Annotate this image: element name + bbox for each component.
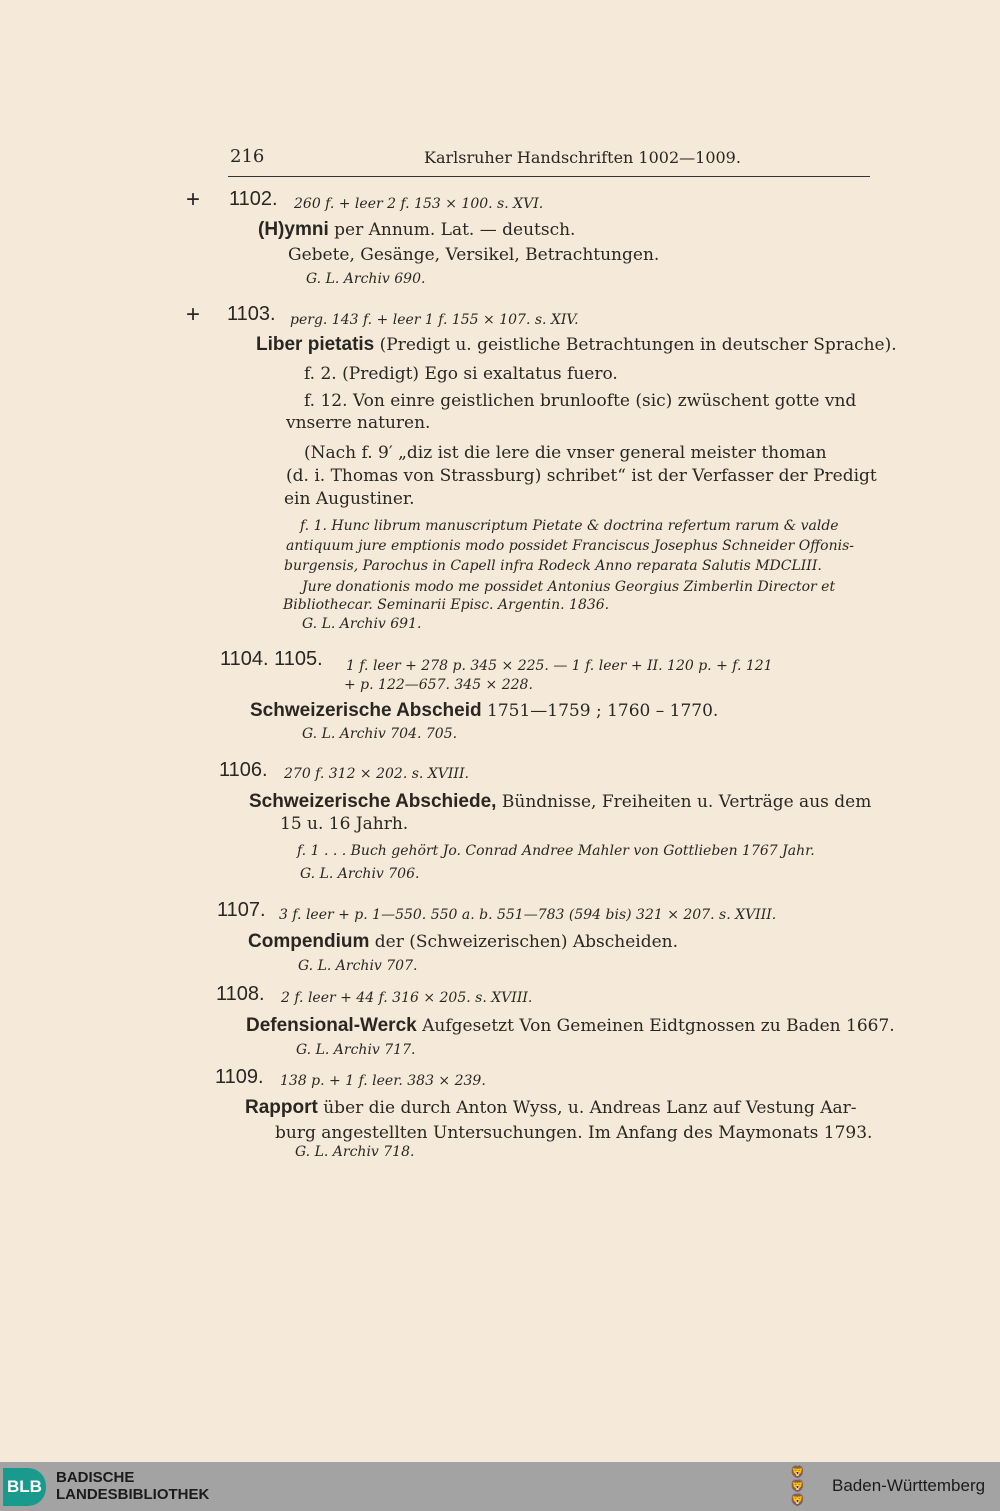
note-line: Bibliothecar. Seminarii Episc. Argentin. 1836. xyxy=(283,597,610,613)
entry-desc: (Predigt u. geistliche Betrachtungen in deutscher Sprache). xyxy=(374,335,897,355)
entry-number: 1104. 1105. xyxy=(220,648,323,670)
header-rule xyxy=(228,176,870,177)
entry-meta: 2 f. leer + 44 f. 316 × 205. s. XVIII. xyxy=(281,990,533,1006)
archiv-ref: G. L. Archiv 718. xyxy=(295,1144,415,1160)
entry-meta: + p. 122—657. 345 × 228. xyxy=(344,677,533,693)
entry-desc: über die durch Anton Wyss, u. Andreas Lanz auf Vestung Aar- xyxy=(317,1098,857,1118)
entry-desc: Bündnisse, Freiheiten u. Verträge aus dem xyxy=(496,792,872,812)
entry-line: vnserre naturen. xyxy=(286,413,431,433)
plus-mark: + xyxy=(186,301,201,328)
entry-meta: 138 p. + 1 f. leer. 383 × 239. xyxy=(280,1073,486,1089)
entry-meta: 3 f. leer + p. 1—550. 550 a. b. 551—783 (594 bis) 321 × 207. s. XVIII. xyxy=(279,907,777,923)
entry-desc: per Annum. Lat. — deutsch. xyxy=(328,220,576,240)
page-number: 216 xyxy=(230,146,265,167)
entry-title: Schweizerische Abschiede, xyxy=(249,791,497,812)
archiv-ref: G. L. Archiv 706. xyxy=(300,866,420,882)
entry-line: (d. i. Thomas von Strassburg) schribet“ ist der Verfasser der Predigt xyxy=(286,466,877,486)
entry-title: Defensional-Werck xyxy=(246,1015,417,1036)
entry-title: (H)ymni xyxy=(258,219,329,240)
entry-line: Gebete, Gesänge, Versikel, Betrachtungen. xyxy=(288,245,660,265)
entry-desc: Aufgesetzt Von Gemeinen Eidtgnossen zu Baden 1667. xyxy=(416,1016,895,1036)
entry-heading xyxy=(256,334,897,356)
entry-heading xyxy=(250,700,718,722)
archiv-ref: G. L. Archiv 717. xyxy=(296,1042,416,1058)
entry-heading xyxy=(258,219,575,241)
entry-title: Liber pietatis xyxy=(256,334,375,355)
entry-line: (Nach f. 9′ „diz ist die lere die vnser general meister thoman xyxy=(304,443,827,463)
entry-number: 1106. xyxy=(219,759,268,781)
entry-line: f. 12. Von einre geistlichen brunloofte (sic) zwüschent gotte vnd xyxy=(304,391,857,411)
entry-title: Schweizerische Abscheid xyxy=(250,700,482,721)
plus-mark: + xyxy=(186,186,201,213)
blb-logo[interactable]: BLB xyxy=(3,1468,46,1506)
entry-heading xyxy=(245,1097,857,1119)
entry-title: Compendium xyxy=(248,931,370,952)
entry-line: 15 u. 16 Jahrh. xyxy=(280,814,409,834)
entry-number: 1102. xyxy=(229,188,278,210)
library-name-line2: LANDESBIBLIOTHEK xyxy=(56,1486,210,1503)
note-line: f. 1. Hunc librum manuscriptum Pietate & doctrina refertum rarum & valde xyxy=(300,518,839,534)
footer-bar xyxy=(0,1462,1000,1511)
state-logo-text[interactable]: Baden-Württemberg xyxy=(832,1476,986,1495)
entry-meta: 1 f. leer + 278 p. 345 × 225. — 1 f. leer + II. 120 p. + f. 121 xyxy=(346,658,773,674)
entry-heading xyxy=(248,931,678,953)
note-line: antiquum jure emptionis modo possidet Franciscus Josephus Schneider Offonis- xyxy=(286,538,855,554)
entry-meta: 270 f. 312 × 202. s. XVIII. xyxy=(284,766,469,782)
library-name-line1: BADISCHE xyxy=(56,1469,135,1486)
entry-number: 1108. xyxy=(216,983,265,1005)
entry-heading xyxy=(246,1015,895,1037)
entry-number: 1109. xyxy=(215,1066,264,1088)
note-line: burgensis, Parochus in Capell infra Rodeck Anno reparata Salutis MDCLIII. xyxy=(284,558,822,574)
archiv-ref: G. L. Archiv 707. xyxy=(298,958,418,974)
entry-line: ein Augustiner. xyxy=(284,489,415,509)
entry-number: 1107. xyxy=(217,899,266,921)
lions-coat-of-arms-icon: 🦁 🦁 🦁 xyxy=(790,1465,805,1507)
archiv-ref: G. L. Archiv 690. xyxy=(306,271,426,287)
running-title: Karlsruher Handschriften 1002—1009. xyxy=(424,148,741,167)
entry-heading xyxy=(249,791,871,813)
entry-meta: perg. 143 f. + leer 1 f. 155 × 107. s. XIV. xyxy=(290,312,579,328)
archiv-ref: G. L. Archiv 691. xyxy=(302,616,422,632)
entry-meta: 260 f. + leer 2 f. 153 × 100. s. XVI. xyxy=(294,196,544,212)
library-name[interactable] xyxy=(56,1469,209,1503)
entry-line: f. 2. (Predigt) Ego si exaltatus fuero. xyxy=(304,364,618,384)
entry-desc: 1751—1759 ; 1760 – 1770. xyxy=(481,701,719,721)
entry-number: 1103. xyxy=(227,303,276,325)
entry-title: Rapport xyxy=(245,1097,318,1118)
note-line: Jure donationis modo me possidet Antonius Georgius Zimberlin Director et xyxy=(302,579,836,595)
archiv-ref: G. L. Archiv 704. 705. xyxy=(302,726,458,742)
note-line: f. 1 . . . Buch gehört Jo. Conrad Andree Mahler von Gottlieben 1767 Jahr. xyxy=(297,843,815,859)
entry-desc: der (Schweizerischen) Abscheiden. xyxy=(369,932,679,952)
entry-line: burg angestellten Untersuchungen. Im Anfang des Maymonats 1793. xyxy=(275,1123,873,1143)
